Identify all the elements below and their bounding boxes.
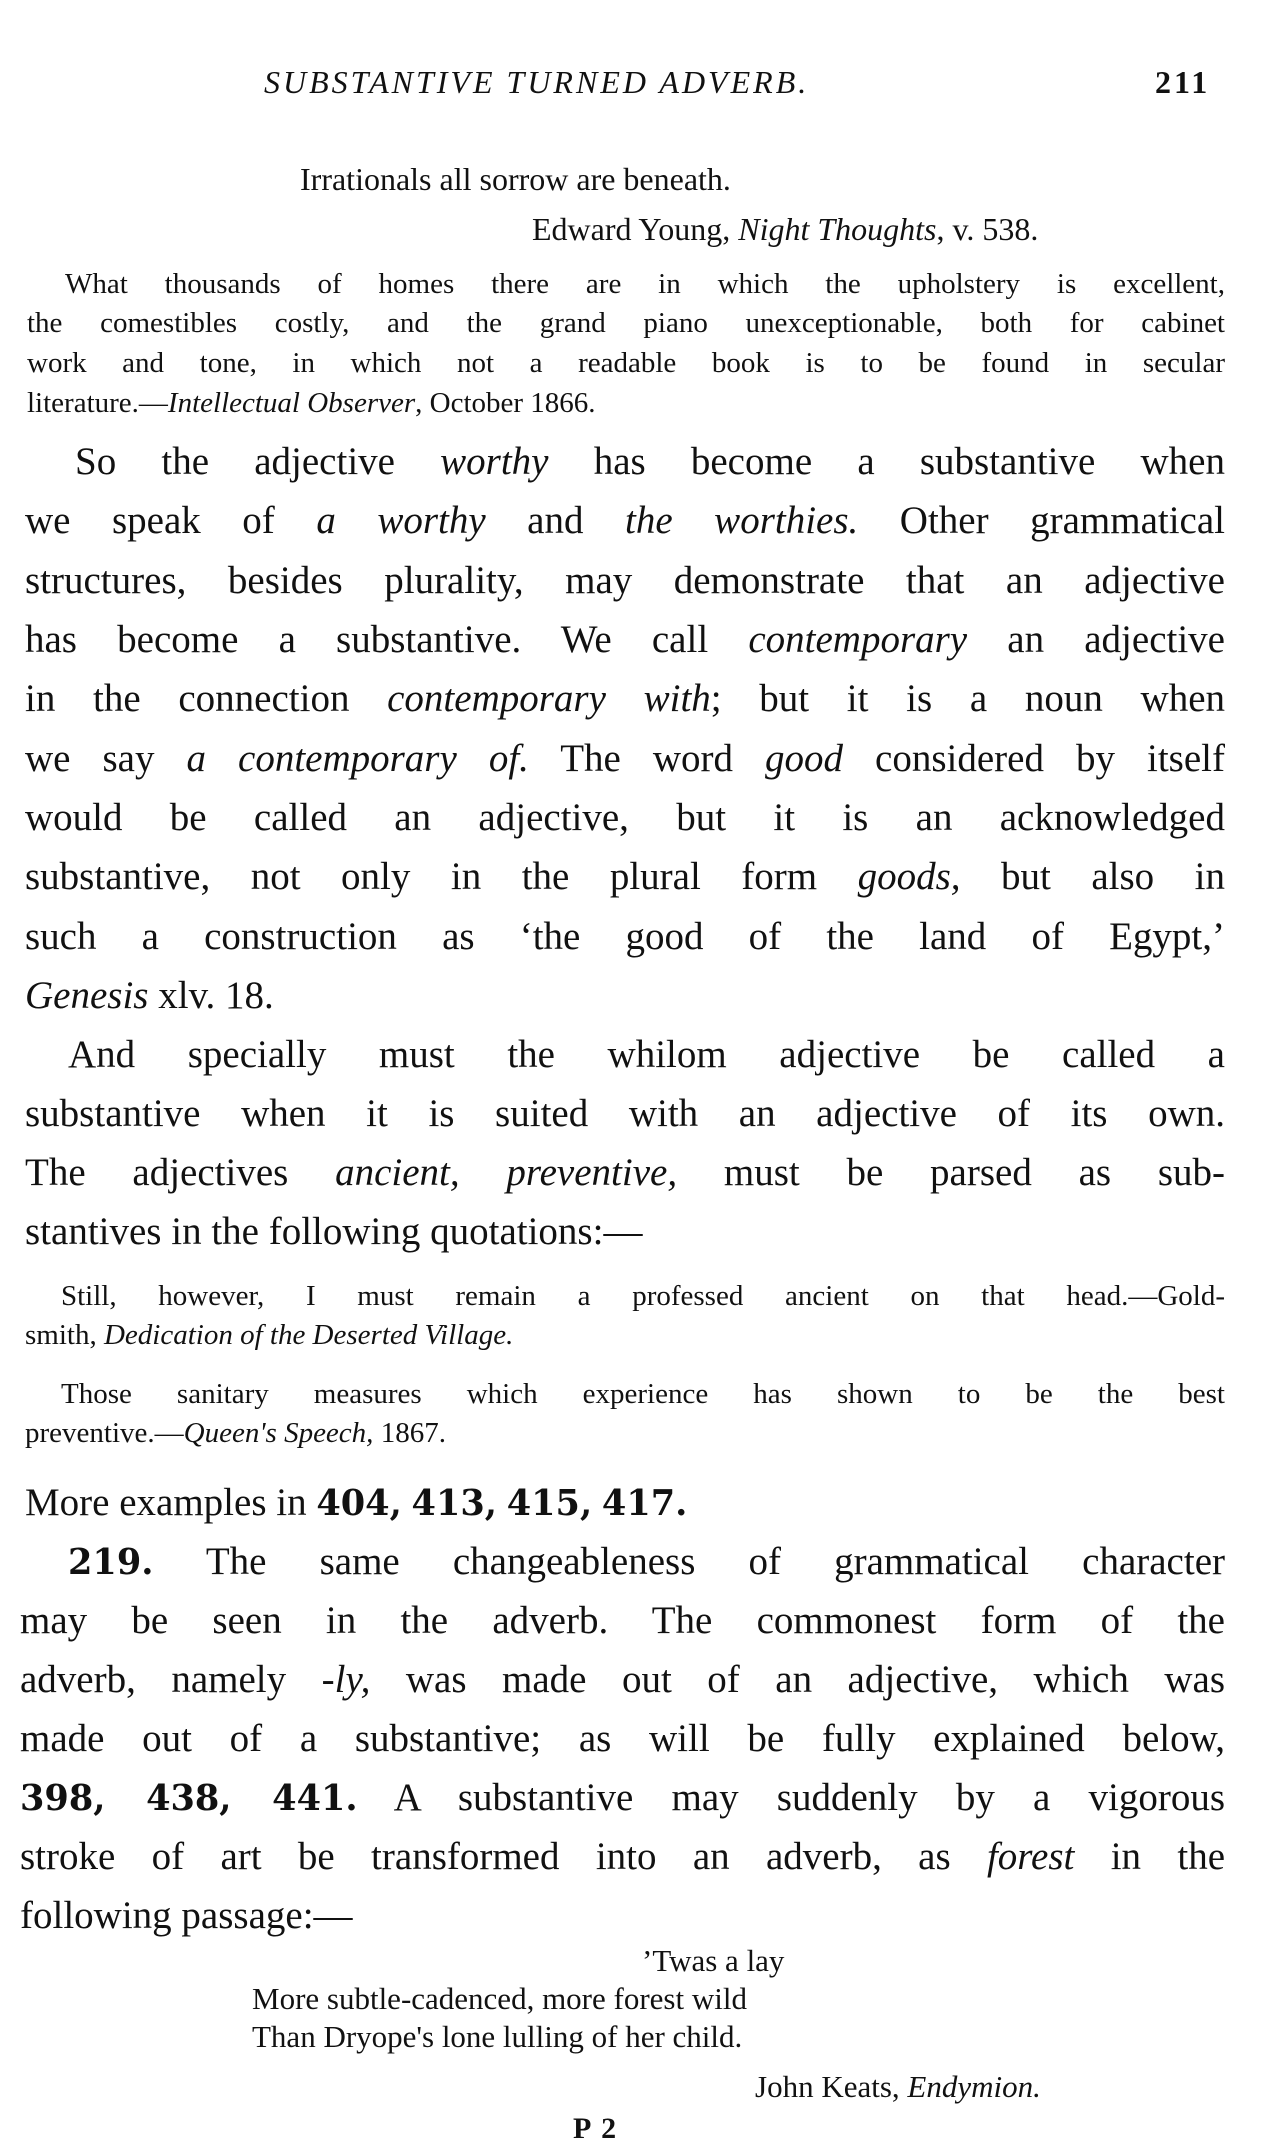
body-line	[25, 1478, 687, 1528]
body-line	[25, 556, 1225, 605]
text-segment: , v. 538.	[936, 211, 1039, 247]
body-line	[20, 1773, 1225, 1823]
italic-text: Intellectual Observer	[167, 387, 416, 419]
text-segment: smith,	[25, 1319, 104, 1351]
body-line	[20, 1596, 1225, 1645]
text-segment: stroke of art be transformed into an adverb, as	[20, 1834, 987, 1878]
italic-text: Night Thoughts	[738, 211, 937, 247]
text-segment: More subtle-cadenced, more forest wild	[252, 1980, 747, 2016]
text-segment: following passage:—	[20, 1893, 353, 1937]
text-segment: Edward Young,	[532, 211, 739, 247]
text-segment: Those sanitary measures which experience has shown to be the best	[61, 1378, 1225, 1410]
text-segment: The word	[528, 736, 766, 780]
text-segment: an adjective	[967, 617, 1225, 661]
extract-line	[27, 385, 596, 421]
body-line	[25, 912, 1225, 961]
text-segment: has become a substantive. We call	[25, 617, 749, 661]
text-segment: More examples in	[25, 1480, 317, 1524]
italic-text: contemporary	[748, 617, 968, 661]
text-segment: Irrationals all sorrow are beneath.	[300, 161, 731, 197]
text-segment: 1867.	[373, 1417, 446, 1449]
text-segment: structures, besides plurality, may demonstrate that an adjective	[25, 558, 1225, 602]
italic-text: contemporary with	[387, 676, 711, 720]
text-segment: we speak of	[25, 498, 317, 542]
italic-text: the worthies.	[625, 498, 859, 542]
quotation-line	[61, 1278, 1225, 1314]
body-line	[20, 1655, 1225, 1704]
text-segment	[497, 1481, 507, 1524]
citation	[532, 209, 1038, 249]
section-reference: 413,	[411, 1482, 497, 1524]
body-line	[20, 1891, 353, 1940]
verse-line	[300, 159, 731, 199]
text-segment: has become a substantive when	[548, 439, 1225, 483]
running-title: SUBSTANTIVE TURNED ADVERB.	[264, 64, 810, 100]
text-segment: would be called an adjective, but it is an acknowledged	[25, 795, 1225, 839]
text-segment	[592, 1481, 602, 1524]
poem-line	[252, 1979, 747, 2018]
text-segment: Than Dryope's lone lulling of her child.	[252, 2018, 743, 2054]
body-line	[68, 1030, 1225, 1079]
section-reference: 219.	[68, 1541, 154, 1583]
extract-line	[27, 345, 1225, 381]
body-line	[25, 496, 1225, 545]
italic-text: a worthy	[316, 498, 486, 542]
text-segment: John Keats,	[755, 2068, 908, 2104]
signature-mark: P 2	[573, 2112, 619, 2145]
text-segment: work and tone, in which not a readable book is to be found in secular	[27, 347, 1225, 379]
extract-line	[27, 305, 1225, 341]
body-line	[25, 1148, 1225, 1197]
text-segment: ; but it is a noun when	[710, 676, 1225, 720]
text-segment: such a construction as ‘the good of the land of Egypt,’	[25, 914, 1225, 958]
quotation-line	[25, 1317, 513, 1353]
text-segment: we say	[25, 736, 187, 780]
text-segment: in the	[1074, 1834, 1225, 1878]
poem-line	[642, 1941, 784, 1980]
text-segment: The same changeableness of grammatical character	[153, 1539, 1225, 1583]
body-line	[25, 1089, 1225, 1138]
italic-text: Queen's Speech,	[183, 1417, 374, 1449]
text-segment: may be seen in the adverb. The commonest form of the	[20, 1598, 1225, 1642]
text-segment: And specially must the whilom adjective be called a	[68, 1032, 1225, 1076]
poem-citation	[755, 2067, 1041, 2106]
italic-text: worthy	[440, 439, 549, 483]
text-segment: substantive, not only in the plural form	[25, 854, 858, 898]
body-line	[20, 1832, 1225, 1881]
italic-text: Genesis	[25, 973, 149, 1017]
text-segment: adverb, namely	[20, 1657, 322, 1701]
body-line	[25, 615, 1225, 664]
text-segment: What thousands of homes there are in which the upholstery is excellent,	[65, 268, 1225, 300]
quotation-line	[25, 1415, 446, 1451]
text-segment: Still, however, I must remain a professed ancient on that head.—Gold-	[61, 1280, 1225, 1312]
text-segment: The adjectives	[25, 1150, 336, 1194]
italic-text: forest	[986, 1834, 1075, 1878]
quotation-line	[61, 1376, 1225, 1412]
text-segment: literature.—	[27, 387, 168, 419]
text-segment: Other grammatical	[858, 498, 1226, 542]
text-segment: the comestibles costly, and the grand piano unexceptionable, both for cabinet	[27, 307, 1225, 339]
text-segment: was made out of an adjective, which was	[370, 1657, 1225, 1701]
text-segment: considered by itself	[843, 736, 1225, 780]
text-segment: made out of a substantive; as will be fully explained below,	[20, 1716, 1225, 1760]
text-segment: must be parsed as sub-	[677, 1150, 1225, 1194]
text-segment: stantives in the following quotations:—	[25, 1209, 643, 1253]
section-reference: 417.	[601, 1482, 688, 1524]
body-line	[25, 734, 1225, 783]
italic-text: a contemporary of.	[186, 736, 529, 780]
body-line	[75, 437, 1225, 486]
text-segment: A substantive may suddenly by a vigorous	[357, 1775, 1225, 1819]
text-segment: , October 1866.	[415, 387, 596, 419]
body-line	[25, 852, 1225, 901]
italic-text: good	[765, 736, 844, 780]
italic-text: Endymion.	[907, 2068, 1041, 2104]
poem-line	[252, 2017, 742, 2056]
body-line	[20, 1714, 1225, 1763]
italic-text: ancient,	[335, 1150, 460, 1194]
italic-text: Dedication of the Deserted Village.	[103, 1319, 514, 1351]
italic-text: -ly,	[321, 1657, 371, 1701]
text-segment: in the connection	[25, 676, 388, 720]
section-reference: 398, 438, 441.	[20, 1777, 358, 1819]
body-line	[25, 1207, 642, 1256]
section-reference: 415,	[506, 1482, 593, 1524]
text-segment: preventive.—	[25, 1417, 184, 1449]
text-segment: and	[485, 498, 626, 542]
body-line	[25, 971, 274, 1020]
body-line	[68, 1537, 1225, 1587]
text-segment	[460, 1151, 507, 1194]
text-segment: substantive when it is suited with an adjective of its own.	[25, 1091, 1225, 1135]
body-line	[25, 793, 1225, 842]
italic-text: preventive,	[506, 1150, 678, 1194]
text-segment: xlv. 18.	[148, 973, 274, 1017]
body-line	[25, 674, 1225, 723]
text-segment: So the adjective	[75, 439, 441, 483]
italic-text: goods,	[857, 854, 961, 898]
extract-line	[65, 266, 1225, 302]
text-segment	[402, 1481, 412, 1524]
page-number: 211	[1155, 64, 1211, 100]
text-segment: ’Twas a lay	[642, 1942, 785, 1978]
text-segment: but also in	[960, 854, 1225, 898]
section-reference: 404,	[316, 1482, 402, 1524]
